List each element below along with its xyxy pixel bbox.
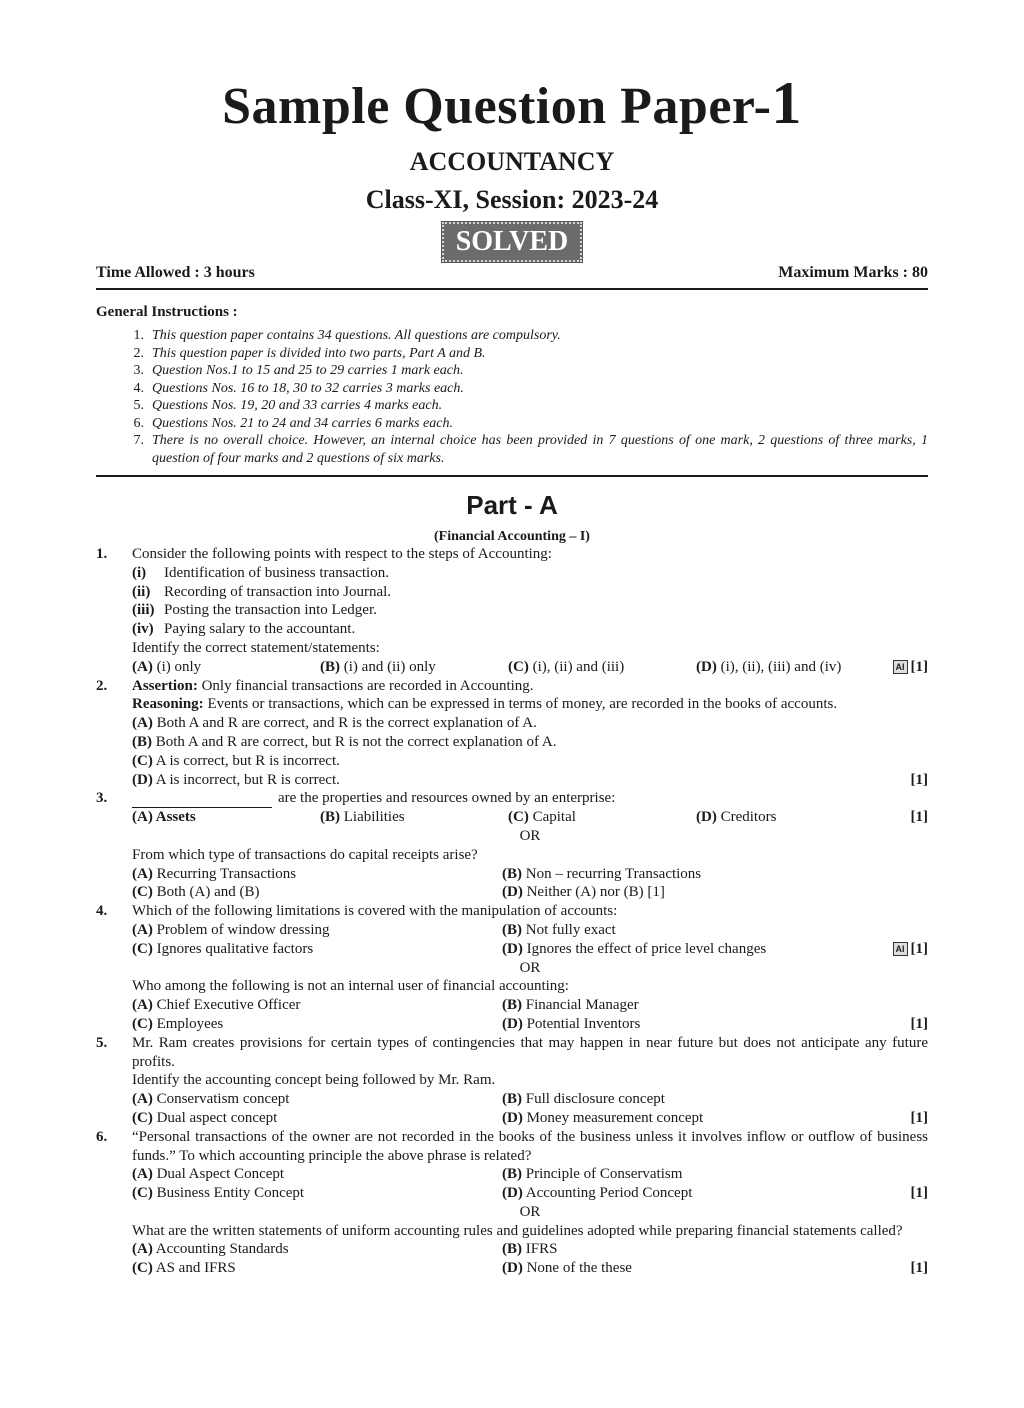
instruction-number: 2. bbox=[133, 345, 144, 361]
instruction-number: 5. bbox=[133, 398, 144, 413]
alternate-question-stem: Who among the following is not an internal user of financial accounting: bbox=[132, 978, 569, 995]
option-d bbox=[502, 1259, 928, 1278]
option-letter: (C) bbox=[508, 658, 529, 675]
question-number: 6. bbox=[96, 1128, 108, 1145]
marks-label: [1] bbox=[910, 1185, 928, 1202]
ai-tag-icon: AI bbox=[893, 942, 908, 956]
option-text: IFRS bbox=[522, 1241, 558, 1258]
time-marks-row bbox=[96, 264, 928, 290]
option-text: Accounting Period Concept bbox=[522, 1185, 693, 1202]
option-letter: (B) bbox=[502, 865, 522, 882]
option-text: Problem of window dressing bbox=[152, 921, 330, 938]
options-row bbox=[132, 808, 928, 827]
paper-title-text: Sample Question Paper- bbox=[222, 78, 772, 135]
option-letter: (D) bbox=[132, 771, 153, 788]
statement-roman: (iv) bbox=[132, 621, 154, 638]
question-4 bbox=[96, 902, 928, 1034]
option-text: (i) and (ii) only bbox=[340, 658, 436, 675]
option-text: Not fully exact bbox=[522, 921, 616, 938]
options-grid bbox=[132, 996, 928, 1034]
option-b bbox=[320, 808, 508, 827]
option-b bbox=[502, 996, 928, 1015]
option-text: Both A and R are correct, but R is not the correct explanation of A. bbox=[152, 733, 557, 750]
instruction-text: This question paper is divided into two parts, Part A and B. bbox=[152, 345, 486, 361]
question-2 bbox=[96, 677, 928, 790]
paper-title bbox=[96, 72, 928, 138]
instruction-item bbox=[96, 345, 928, 363]
part-heading: Part - A bbox=[466, 490, 558, 520]
marks-label: [1] bbox=[910, 771, 928, 788]
option-a bbox=[132, 1090, 502, 1109]
reasoning-label: Reasoning: bbox=[132, 696, 204, 713]
option-text: Both A and R are correct, and R is the correct explanation of A. bbox=[152, 715, 537, 732]
instruction-number: 7. bbox=[133, 433, 144, 448]
option-d bbox=[502, 1184, 928, 1203]
option-c bbox=[508, 808, 696, 827]
option-letter: (A) bbox=[132, 921, 153, 938]
option-a bbox=[132, 658, 320, 677]
options-grid bbox=[132, 1090, 928, 1128]
question-number: 5. bbox=[96, 1034, 108, 1051]
assertion-text: Only financial transactions are recorded in Accounting. bbox=[197, 677, 534, 694]
marks-label: [1] bbox=[910, 658, 928, 675]
option-a bbox=[132, 996, 502, 1015]
option-letter: (A) bbox=[132, 1241, 153, 1258]
option-d bbox=[502, 1015, 928, 1034]
option-text: Chief Executive Officer bbox=[152, 997, 301, 1014]
option-letter: (A) bbox=[132, 1166, 153, 1183]
option-text: (i) only bbox=[152, 658, 202, 675]
option-letter: (A) bbox=[132, 865, 153, 882]
instructions-list bbox=[96, 327, 928, 467]
alternate-question-stem: What are the written statements of uniform accounting rules and guidelines adopted while preparing financial statements called? bbox=[132, 1222, 903, 1239]
option-letter: (C) bbox=[132, 1015, 153, 1032]
option-letter: (D) bbox=[502, 1109, 523, 1126]
option-text: Potential Inventors bbox=[522, 1015, 641, 1032]
option-a bbox=[132, 1240, 502, 1259]
option-letter: (C) bbox=[132, 752, 153, 769]
option-text: (i), (ii) and (iii) bbox=[528, 658, 625, 675]
statement-item bbox=[132, 620, 928, 639]
option-a bbox=[132, 1165, 502, 1184]
statement-roman: (i) bbox=[132, 564, 147, 581]
options-grid bbox=[132, 1165, 928, 1203]
option-letter: (B) bbox=[502, 921, 522, 938]
option-letter: (B) bbox=[502, 1241, 522, 1258]
option-letter: (B) bbox=[320, 658, 340, 675]
option-text: Principle of Conservatism bbox=[522, 1166, 683, 1183]
option-letter: (A) bbox=[132, 1091, 153, 1108]
option-d bbox=[696, 808, 928, 827]
option-c bbox=[132, 1015, 502, 1034]
option-c bbox=[132, 1109, 502, 1128]
option-c bbox=[132, 752, 928, 771]
solved-badge: SOLVED bbox=[442, 222, 583, 262]
statement-text: Identification of business transaction. bbox=[164, 564, 389, 581]
option-text: A is incorrect, but R is correct. bbox=[152, 771, 340, 788]
option-text: Liabilities bbox=[340, 809, 405, 826]
question-number: 1. bbox=[96, 546, 108, 562]
option-letter: (D) bbox=[502, 1015, 523, 1032]
option-text: Ignores the effect of price level changes bbox=[522, 940, 767, 957]
option-letter: (B) bbox=[502, 1166, 522, 1183]
marks-label: [1] bbox=[910, 1015, 928, 1032]
solved-badge-wrap bbox=[96, 222, 928, 260]
marks-label: [1] bbox=[910, 940, 928, 957]
question-prompt: Identify the accounting concept being followed by Mr. Ram. bbox=[132, 1072, 496, 1089]
question-3 bbox=[96, 789, 928, 902]
marks-label: [1] bbox=[910, 1260, 928, 1277]
option-letter: (C) bbox=[132, 1109, 153, 1126]
option-d bbox=[132, 771, 928, 790]
option-a bbox=[132, 808, 320, 827]
option-letter: (D) bbox=[696, 658, 717, 675]
option-d bbox=[502, 940, 928, 959]
or-separator: OR bbox=[519, 959, 541, 976]
option-text: Dual aspect concept bbox=[152, 1109, 278, 1126]
statement-text: Posting the transaction into Ledger. bbox=[164, 602, 377, 619]
option-letter: (D) bbox=[502, 884, 523, 901]
option-text: Money measurement concept bbox=[522, 1109, 704, 1126]
option-b bbox=[502, 1090, 928, 1109]
question-stem: Mr. Ram creates provisions for certain types of contingencies that may happen in near future but does not anticipate any future profits. bbox=[132, 1034, 928, 1070]
option-text: Full disclosure concept bbox=[522, 1091, 665, 1108]
question-paper-page bbox=[96, 72, 928, 1278]
option-letter: (D) bbox=[502, 1185, 523, 1202]
option-letter: (A) bbox=[132, 715, 153, 732]
question-prompt: Identify the correct statement/statements: bbox=[132, 639, 380, 656]
option-letter: (D) bbox=[696, 809, 717, 826]
option-b bbox=[502, 1240, 928, 1259]
statement-item bbox=[132, 583, 928, 602]
instruction-number: 1. bbox=[133, 328, 144, 343]
question-stem: are the properties and resources owned by an enterprise: bbox=[278, 790, 616, 807]
options-grid bbox=[132, 865, 928, 903]
assertion-label: Assertion: bbox=[132, 677, 198, 694]
option-letter: (A) bbox=[132, 658, 153, 675]
option-letter: (B) bbox=[132, 733, 152, 750]
option-d bbox=[696, 658, 928, 677]
instruction-number: 4. bbox=[133, 380, 144, 396]
reasoning-text: Events or transactions, which can be expressed in terms of money, are recorded in the books of accounts. bbox=[203, 696, 838, 713]
option-letter: (A) Assets bbox=[132, 809, 196, 826]
question-1 bbox=[96, 545, 928, 677]
instruction-item bbox=[96, 380, 928, 398]
question-number: 4. bbox=[96, 903, 108, 920]
option-b bbox=[502, 921, 928, 940]
option-text: Financial Manager bbox=[522, 997, 639, 1014]
instruction-text: Questions Nos. 19, 20 and 33 carries 4 marks each. bbox=[152, 398, 443, 413]
option-b bbox=[502, 865, 928, 884]
section-subheading: (Financial Accounting – I) bbox=[434, 529, 590, 544]
instruction-number: 3. bbox=[133, 363, 144, 378]
instruction-item bbox=[96, 415, 928, 433]
option-text: Non – recurring Transactions bbox=[522, 865, 702, 882]
subject-heading: ACCOUNTANCY bbox=[409, 147, 615, 176]
statement-text: Recording of transaction into Journal. bbox=[164, 583, 392, 600]
option-text: Creditors bbox=[716, 809, 777, 826]
question-stem: Consider the following points with respect to the steps of Accounting: bbox=[132, 546, 552, 562]
statement-item bbox=[132, 564, 928, 583]
option-d bbox=[502, 883, 928, 902]
instruction-text: This question paper contains 34 questions. All questions are compulsory. bbox=[152, 328, 561, 343]
option-letter: (C) bbox=[508, 809, 529, 826]
instruction-item bbox=[96, 432, 928, 467]
alternate-question-stem: From which type of transactions do capital receipts arise? bbox=[132, 846, 478, 863]
option-text: Dual Aspect Concept bbox=[152, 1166, 285, 1183]
option-text: Capital bbox=[528, 809, 576, 826]
option-letter: (D) bbox=[502, 940, 523, 957]
option-c bbox=[132, 1184, 502, 1203]
statement-text: Paying salary to the accountant. bbox=[164, 621, 356, 638]
option-letter: (B) bbox=[320, 809, 340, 826]
option-text: Ignores qualitative factors bbox=[152, 940, 314, 957]
option-a bbox=[132, 714, 928, 733]
option-text: Business Entity Concept bbox=[152, 1185, 305, 1202]
option-text: Accounting Standards bbox=[152, 1241, 289, 1258]
option-letter: (C) bbox=[132, 1260, 153, 1277]
option-letter: (C) bbox=[132, 1185, 153, 1202]
marks-label: [1] bbox=[910, 809, 928, 826]
question-6 bbox=[96, 1128, 928, 1278]
option-letter: (B) bbox=[502, 1091, 522, 1108]
option-text: Employees bbox=[152, 1015, 224, 1032]
instruction-text: There is no overall choice. However, an internal choice has been provided in 7 questions of one mark, 2 questions of three marks, 1 question of four marks and 2 questions of six marks. bbox=[152, 433, 928, 466]
instruction-text: Question Nos.1 to 15 and 25 to 29 carries 1 mark each. bbox=[152, 363, 464, 378]
or-separator: OR bbox=[519, 1203, 541, 1220]
option-b bbox=[320, 658, 508, 677]
option-text: Both (A) and (B) bbox=[152, 884, 260, 901]
statement-item bbox=[132, 601, 928, 620]
maximum-marks: Maximum Marks : 80 bbox=[778, 264, 928, 281]
option-a bbox=[132, 865, 502, 884]
option-text: Recurring Transactions bbox=[152, 865, 297, 882]
option-text: Conservatism concept bbox=[152, 1091, 290, 1108]
option-text: None of the these bbox=[522, 1260, 632, 1277]
instruction-number: 6. bbox=[133, 415, 144, 431]
option-b bbox=[502, 1165, 928, 1184]
option-letter: (A) bbox=[132, 997, 153, 1014]
option-text: A is correct, but R is incorrect. bbox=[152, 752, 340, 769]
option-d bbox=[502, 1109, 928, 1128]
ai-tag-icon: AI bbox=[893, 660, 908, 674]
instruction-text: Questions Nos. 16 to 18, 30 to 32 carries 3 marks each. bbox=[152, 380, 464, 396]
divider bbox=[96, 475, 928, 477]
question-stem: Which of the following limitations is covered with the manipulation of accounts: bbox=[132, 903, 618, 920]
question-stem: “Personal transactions of the owner are not recorded in the books of the business unless it involves inflow or outflow of business funds.” To which accounting principle the above phrase is related? bbox=[132, 1128, 928, 1164]
instruction-item bbox=[96, 397, 928, 415]
option-text: AS and IFRS bbox=[152, 1260, 236, 1277]
or-separator: OR bbox=[519, 827, 541, 844]
statement-roman: (ii) bbox=[132, 583, 151, 600]
option-c bbox=[508, 658, 696, 677]
instructions-title: General Instructions : bbox=[96, 304, 238, 320]
option-letter: (C) bbox=[132, 940, 153, 957]
option-c bbox=[132, 940, 502, 959]
question-number: 2. bbox=[96, 677, 108, 694]
option-letter: (C) bbox=[132, 884, 153, 901]
option-b bbox=[132, 733, 928, 752]
option-letter: (B) bbox=[502, 997, 522, 1014]
marks-label: [1] bbox=[910, 1109, 928, 1126]
class-session: Class-XI, Session: 2023-24 bbox=[365, 185, 659, 214]
option-letter: (D) bbox=[502, 1260, 523, 1277]
question-number: 3. bbox=[96, 790, 108, 807]
option-c bbox=[132, 1259, 502, 1278]
options-grid bbox=[132, 921, 928, 959]
options-grid bbox=[132, 1240, 928, 1278]
time-allowed: Time Allowed : 3 hours bbox=[96, 264, 255, 281]
instruction-item bbox=[96, 362, 928, 380]
option-a bbox=[132, 921, 502, 940]
option-c bbox=[132, 883, 502, 902]
statement-roman: (iii) bbox=[132, 602, 155, 619]
paper-number: 1 bbox=[771, 70, 802, 136]
option-text: (i), (ii), (iii) and (iv) bbox=[716, 658, 842, 675]
instruction-text: Questions Nos. 21 to 24 and 34 carries 6 marks each. bbox=[152, 415, 453, 431]
question-5 bbox=[96, 1034, 928, 1128]
option-text: Neither (A) nor (B) [1] bbox=[522, 884, 665, 901]
instruction-item bbox=[96, 327, 928, 345]
options-row bbox=[132, 658, 928, 677]
